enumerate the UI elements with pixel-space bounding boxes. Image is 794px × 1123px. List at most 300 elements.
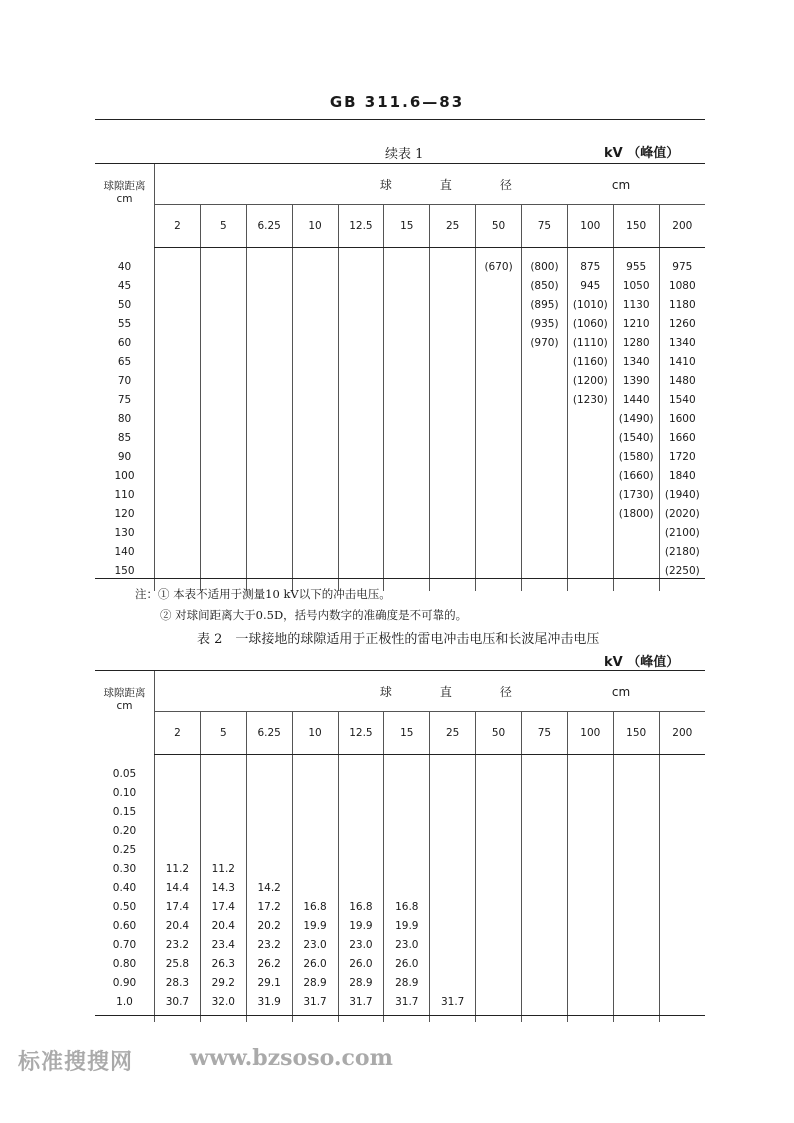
voltage-cell — [292, 334, 338, 353]
voltage-cell — [200, 505, 246, 524]
voltage-cell: (2180) — [659, 543, 705, 562]
voltage-cell: 32.0 — [200, 993, 246, 1012]
diameter-header-2: 6.25 — [246, 712, 292, 755]
voltage-cell — [338, 765, 384, 784]
voltage-cell: 1600 — [659, 410, 705, 429]
voltage-cell — [476, 803, 522, 822]
voltage-cell — [246, 860, 292, 879]
voltage-cell: (970) — [522, 334, 568, 353]
voltage-cell: 19.9 — [338, 917, 384, 936]
voltage-cell: 1340 — [659, 334, 705, 353]
voltage-cell — [613, 841, 659, 860]
diameter-span-unit: cm — [611, 177, 631, 192]
voltage-cell: 31.7 — [292, 993, 338, 1012]
voltage-cell — [338, 258, 384, 277]
gap-value: 75 — [117, 394, 132, 406]
voltage-cell: 28.9 — [292, 974, 338, 993]
voltage-cell — [200, 486, 246, 505]
voltage-cell — [476, 879, 522, 898]
voltage-cell: 1130 — [613, 296, 659, 315]
voltage-cell: 19.9 — [384, 917, 430, 936]
voltage-cell: 875 — [567, 258, 613, 277]
voltage-cell — [476, 315, 522, 334]
voltage-cell — [155, 448, 201, 467]
voltage-cell — [292, 879, 338, 898]
voltage-cell — [338, 803, 384, 822]
voltage-cell — [200, 467, 246, 486]
voltage-cell — [384, 860, 430, 879]
diameter-header-4: 12.5 — [338, 712, 384, 755]
voltage-cell — [200, 258, 246, 277]
diameter-header-3: 10 — [292, 712, 338, 755]
voltage-cell — [522, 974, 568, 993]
gap-value: 0.70 — [112, 939, 137, 951]
voltage-cell: 17.2 — [246, 898, 292, 917]
voltage-cell — [292, 505, 338, 524]
voltage-cell — [659, 765, 705, 784]
gap-header-line2: cm — [116, 193, 133, 205]
voltage-cell — [430, 486, 476, 505]
voltage-cell — [567, 467, 613, 486]
voltage-cell: 28.3 — [155, 974, 201, 993]
voltage-cell: 16.8 — [384, 898, 430, 917]
watermark-cn: 标准搜搜网 — [18, 1049, 134, 1075]
voltage-cell — [476, 543, 522, 562]
voltage-cell: 26.0 — [292, 955, 338, 974]
voltage-cell: 26.0 — [338, 955, 384, 974]
voltage-cell: (1200) — [567, 372, 613, 391]
gap-value: 110 — [114, 489, 135, 501]
table-row — [95, 784, 705, 803]
voltage-cell — [567, 803, 613, 822]
voltage-cell: 1540 — [659, 391, 705, 410]
voltage-cell — [155, 803, 201, 822]
table-row — [95, 974, 705, 993]
table-row — [95, 898, 705, 917]
voltage-cell — [292, 803, 338, 822]
voltage-cell — [200, 784, 246, 803]
gap-value: 0.40 — [112, 882, 137, 894]
voltage-cell — [613, 524, 659, 543]
voltage-cell — [155, 296, 201, 315]
voltage-cell — [476, 448, 522, 467]
voltage-cell: 16.8 — [338, 898, 384, 917]
gap-value: 0.10 — [112, 787, 137, 799]
voltage-cell — [522, 993, 568, 1012]
voltage-cell — [522, 841, 568, 860]
table-row — [95, 486, 705, 505]
voltage-cell — [567, 410, 613, 429]
gap-value: 60 — [117, 337, 132, 349]
table-row — [95, 936, 705, 955]
voltage-cell — [338, 524, 384, 543]
voltage-cell — [567, 936, 613, 955]
voltage-cell — [246, 429, 292, 448]
voltage-cell: 1480 — [659, 372, 705, 391]
voltage-cell — [430, 879, 476, 898]
voltage-cell — [246, 524, 292, 543]
voltage-cell — [430, 505, 476, 524]
voltage-cell — [384, 765, 430, 784]
table-row — [95, 372, 705, 391]
diameter-header-7: 50 — [476, 712, 522, 755]
table-row — [95, 524, 705, 543]
voltage-cell — [246, 543, 292, 562]
voltage-cell — [155, 277, 201, 296]
table-row — [95, 258, 705, 277]
voltage-cell — [155, 334, 201, 353]
voltage-cell — [246, 784, 292, 803]
voltage-cell — [338, 841, 384, 860]
voltage-cell: 29.2 — [200, 974, 246, 993]
voltage-cell — [338, 860, 384, 879]
table-row — [95, 353, 705, 372]
voltage-cell: (1940) — [659, 486, 705, 505]
voltage-cell — [476, 524, 522, 543]
diameter-span-header — [155, 164, 706, 205]
table1 — [95, 164, 705, 591]
diameter-header-10: 150 — [613, 205, 659, 248]
voltage-cell — [292, 296, 338, 315]
voltage-cell — [613, 803, 659, 822]
diameter-header-5: 15 — [384, 712, 430, 755]
voltage-cell — [292, 784, 338, 803]
voltage-cell — [567, 429, 613, 448]
voltage-cell — [384, 803, 430, 822]
voltage-cell — [522, 803, 568, 822]
voltage-cell — [246, 803, 292, 822]
voltage-cell — [155, 841, 201, 860]
voltage-cell — [155, 486, 201, 505]
voltage-cell — [659, 784, 705, 803]
voltage-cell — [200, 296, 246, 315]
gap-value: 65 — [117, 356, 132, 368]
voltage-cell — [200, 277, 246, 296]
voltage-cell — [338, 353, 384, 372]
table1-bottom-rule — [95, 578, 705, 579]
voltage-cell — [659, 898, 705, 917]
voltage-cell: (1660) — [613, 467, 659, 486]
table-row — [95, 765, 705, 784]
voltage-cell — [430, 765, 476, 784]
voltage-cell — [613, 993, 659, 1012]
voltage-cell — [200, 429, 246, 448]
voltage-cell — [659, 803, 705, 822]
voltage-cell: 26.0 — [384, 955, 430, 974]
voltage-cell — [292, 765, 338, 784]
gap-value: 40 — [117, 261, 132, 273]
gap-value: 140 — [114, 546, 135, 558]
voltage-cell — [522, 784, 568, 803]
voltage-cell — [430, 822, 476, 841]
diameter-header-1: 5 — [200, 205, 246, 248]
table2 — [95, 671, 705, 1022]
diameter-span-header — [155, 671, 706, 712]
voltage-cell: 17.4 — [200, 898, 246, 917]
voltage-cell: 23.2 — [155, 936, 201, 955]
voltage-cell: 20.4 — [200, 917, 246, 936]
voltage-cell — [155, 543, 201, 562]
voltage-cell — [430, 429, 476, 448]
voltage-cell — [613, 860, 659, 879]
voltage-cell: (1580) — [613, 448, 659, 467]
table-row — [95, 448, 705, 467]
voltage-cell — [476, 486, 522, 505]
voltage-cell — [155, 391, 201, 410]
voltage-cell — [522, 917, 568, 936]
voltage-cell — [338, 391, 384, 410]
voltage-cell — [200, 448, 246, 467]
voltage-cell: 11.2 — [155, 860, 201, 879]
voltage-cell: 1260 — [659, 315, 705, 334]
table2-bottom-rule — [95, 1015, 705, 1016]
diameter-header-5: 15 — [384, 205, 430, 248]
voltage-cell — [292, 258, 338, 277]
voltage-cell: (1540) — [613, 429, 659, 448]
voltage-cell: (1230) — [567, 391, 613, 410]
voltage-cell — [567, 448, 613, 467]
voltage-cell: 14.3 — [200, 879, 246, 898]
voltage-cell — [155, 410, 201, 429]
voltage-cell: 31.9 — [246, 993, 292, 1012]
voltage-cell: 955 — [613, 258, 659, 277]
voltage-cell — [476, 505, 522, 524]
voltage-cell: 20.4 — [155, 917, 201, 936]
voltage-cell — [292, 353, 338, 372]
voltage-cell — [246, 258, 292, 277]
voltage-cell — [522, 898, 568, 917]
voltage-cell: 23.2 — [246, 936, 292, 955]
voltage-cell — [430, 974, 476, 993]
diameter-header-1: 5 — [200, 712, 246, 755]
voltage-cell — [246, 448, 292, 467]
voltage-cell — [200, 765, 246, 784]
voltage-cell — [200, 803, 246, 822]
voltage-cell: (935) — [522, 315, 568, 334]
voltage-cell: 1080 — [659, 277, 705, 296]
voltage-cell: (670) — [476, 258, 522, 277]
voltage-cell — [292, 822, 338, 841]
voltage-cell — [292, 391, 338, 410]
voltage-cell: (800) — [522, 258, 568, 277]
voltage-cell — [476, 277, 522, 296]
voltage-cell — [384, 372, 430, 391]
voltage-cell — [292, 841, 338, 860]
voltage-cell — [476, 784, 522, 803]
diameter-header-9: 100 — [567, 205, 613, 248]
table1-note-2: ② 对球间距离大于0.5D，括号内数字的准确度是不可靠的。 — [160, 608, 468, 622]
gap-header-line1: 球隙距离 — [103, 180, 146, 192]
voltage-cell — [567, 917, 613, 936]
gap-value: 80 — [117, 413, 132, 425]
voltage-cell — [476, 898, 522, 917]
diameter-header-10: 150 — [613, 712, 659, 755]
voltage-cell — [292, 448, 338, 467]
gap-value: 70 — [117, 375, 132, 387]
diameter-header-2: 6.25 — [246, 205, 292, 248]
voltage-cell — [476, 936, 522, 955]
voltage-cell — [613, 898, 659, 917]
voltage-cell — [155, 372, 201, 391]
voltage-cell — [338, 822, 384, 841]
diameter-span-label: 球 直 径 — [379, 177, 512, 192]
voltage-cell — [613, 765, 659, 784]
table-row — [95, 993, 705, 1012]
voltage-cell: 19.9 — [292, 917, 338, 936]
table-row — [95, 296, 705, 315]
voltage-cell — [567, 974, 613, 993]
voltage-cell — [246, 505, 292, 524]
voltage-cell — [338, 277, 384, 296]
voltage-cell — [613, 917, 659, 936]
voltage-cell — [338, 467, 384, 486]
voltage-cell — [384, 543, 430, 562]
voltage-cell — [659, 955, 705, 974]
voltage-cell — [476, 296, 522, 315]
diameter-header-6: 25 — [430, 205, 476, 248]
voltage-cell — [384, 841, 430, 860]
voltage-cell — [155, 467, 201, 486]
voltage-cell — [292, 486, 338, 505]
voltage-cell — [155, 784, 201, 803]
voltage-cell: (2250) — [659, 562, 705, 581]
voltage-cell — [338, 334, 384, 353]
voltage-cell — [430, 803, 476, 822]
voltage-cell — [292, 524, 338, 543]
voltage-cell — [338, 543, 384, 562]
table-row — [95, 410, 705, 429]
voltage-cell — [430, 391, 476, 410]
voltage-cell — [200, 410, 246, 429]
voltage-cell — [338, 879, 384, 898]
table-row — [95, 505, 705, 524]
voltage-cell: (1490) — [613, 410, 659, 429]
voltage-cell: 31.7 — [430, 993, 476, 1012]
gap-value: 0.90 — [112, 977, 137, 989]
voltage-cell — [522, 879, 568, 898]
voltage-cell — [384, 296, 430, 315]
voltage-cell — [338, 505, 384, 524]
voltage-cell — [476, 860, 522, 879]
voltage-cell — [522, 410, 568, 429]
voltage-cell — [155, 353, 201, 372]
voltage-cell — [522, 372, 568, 391]
voltage-cell — [430, 524, 476, 543]
voltage-cell — [567, 524, 613, 543]
header-rule — [95, 119, 705, 120]
gap-value: 90 — [117, 451, 132, 463]
voltage-cell — [430, 334, 476, 353]
voltage-cell — [613, 974, 659, 993]
voltage-cell — [659, 822, 705, 841]
voltage-cell: 25.8 — [155, 955, 201, 974]
voltage-cell — [292, 467, 338, 486]
voltage-cell — [246, 822, 292, 841]
table-row — [95, 860, 705, 879]
diameter-span-label: 球 直 径 — [379, 684, 512, 699]
voltage-cell: (2100) — [659, 524, 705, 543]
voltage-cell — [476, 334, 522, 353]
voltage-cell — [200, 353, 246, 372]
voltage-cell — [155, 524, 201, 543]
table-row — [95, 467, 705, 486]
voltage-cell — [200, 524, 246, 543]
voltage-cell — [613, 543, 659, 562]
voltage-cell: 11.2 — [200, 860, 246, 879]
table-row — [95, 803, 705, 822]
gap-value: 0.50 — [112, 901, 137, 913]
voltage-cell — [476, 917, 522, 936]
voltage-cell: 29.1 — [246, 974, 292, 993]
gap-value: 1.0 — [116, 996, 133, 1008]
voltage-cell — [430, 917, 476, 936]
voltage-cell: (2020) — [659, 505, 705, 524]
voltage-cell — [613, 936, 659, 955]
voltage-cell — [246, 765, 292, 784]
voltage-cell: 23.0 — [292, 936, 338, 955]
voltage-cell: 26.2 — [246, 955, 292, 974]
voltage-cell — [476, 974, 522, 993]
table-row — [95, 822, 705, 841]
gap-value: 100 — [114, 470, 135, 482]
voltage-cell: 23.0 — [338, 936, 384, 955]
diameter-header-9: 100 — [567, 712, 613, 755]
voltage-cell — [155, 429, 201, 448]
voltage-cell — [476, 353, 522, 372]
voltage-cell — [200, 334, 246, 353]
table-row — [95, 955, 705, 974]
watermark-url: www.bzsoso.com — [190, 1045, 393, 1071]
voltage-cell — [384, 391, 430, 410]
voltage-cell: (1800) — [613, 505, 659, 524]
voltage-cell — [476, 993, 522, 1012]
gap-column-header — [95, 164, 155, 248]
voltage-cell — [200, 543, 246, 562]
table-row — [95, 543, 705, 562]
voltage-cell — [476, 410, 522, 429]
voltage-cell — [338, 296, 384, 315]
voltage-cell — [384, 467, 430, 486]
voltage-cell — [155, 765, 201, 784]
voltage-cell — [430, 841, 476, 860]
gap-value: 55 — [117, 318, 132, 330]
diameter-header-8: 75 — [522, 205, 568, 248]
voltage-cell — [567, 993, 613, 1012]
voltage-cell — [338, 372, 384, 391]
voltage-cell — [567, 784, 613, 803]
voltage-cell — [476, 765, 522, 784]
voltage-cell — [522, 765, 568, 784]
voltage-cell — [246, 410, 292, 429]
voltage-cell: 23.0 — [384, 936, 430, 955]
voltage-cell — [476, 372, 522, 391]
table-row — [95, 879, 705, 898]
voltage-cell — [659, 974, 705, 993]
voltage-cell: 26.3 — [200, 955, 246, 974]
table-row — [95, 391, 705, 410]
table1-caption: 续表 1 — [385, 147, 424, 162]
gap-value: 0.60 — [112, 920, 137, 932]
voltage-cell — [246, 841, 292, 860]
voltage-cell — [430, 410, 476, 429]
voltage-cell — [613, 879, 659, 898]
voltage-cell — [338, 315, 384, 334]
voltage-cell — [430, 372, 476, 391]
voltage-cell — [430, 258, 476, 277]
voltage-cell — [567, 860, 613, 879]
voltage-cell — [567, 765, 613, 784]
voltage-cell — [292, 860, 338, 879]
